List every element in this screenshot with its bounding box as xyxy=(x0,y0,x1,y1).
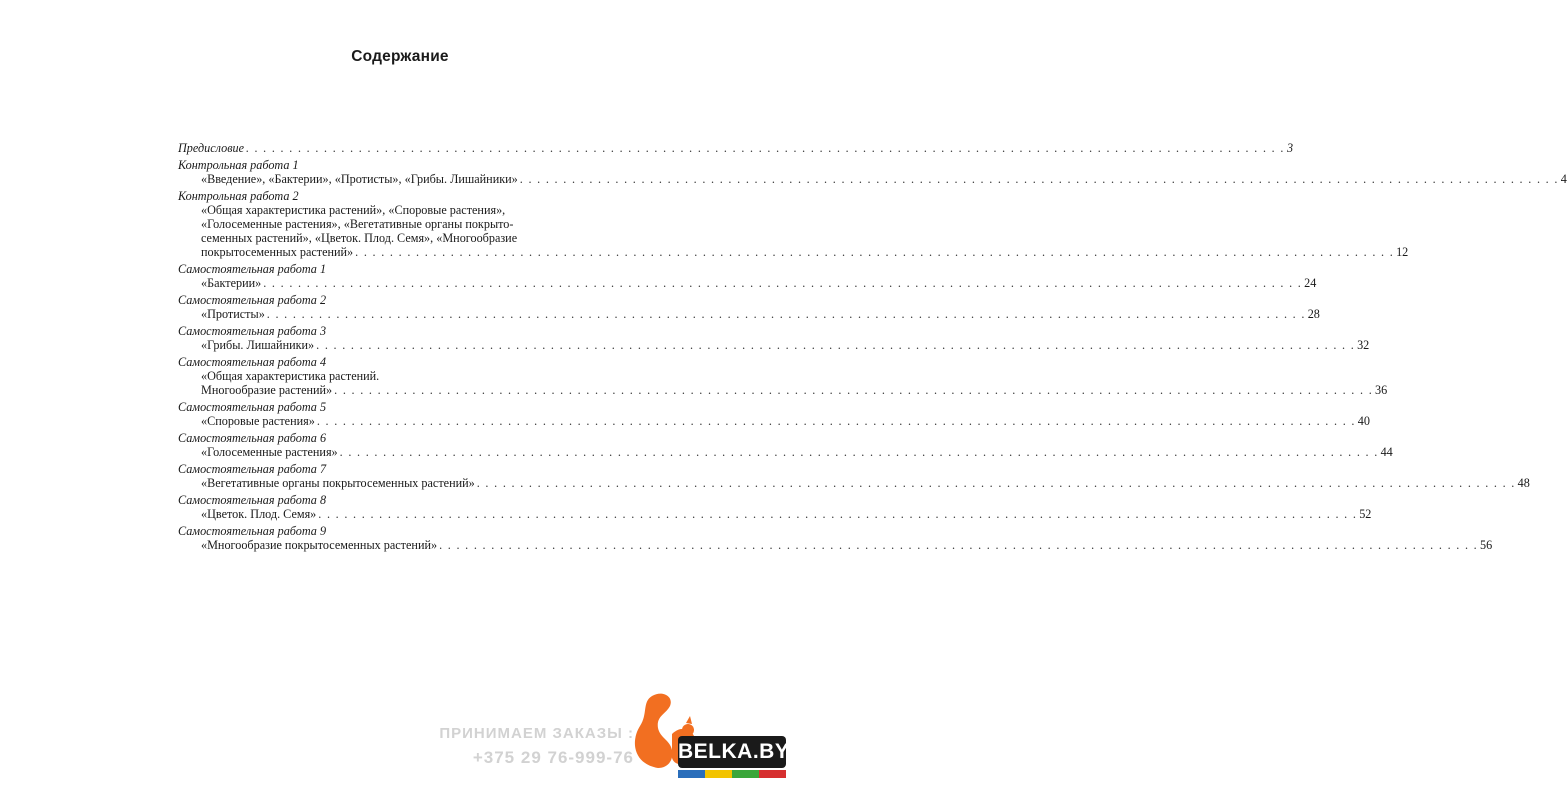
toc-item xyxy=(178,141,1294,155)
belka-logo xyxy=(628,690,788,790)
toc-line-with-page xyxy=(178,507,1372,521)
dot-leader: . . . . . . . . . . . . . . . . . . . . . . . . . . . . . . . . . . . . . . . . . . . . . . . . . . . . . . . . . . . . . . . . . . . . . . . . . . . . . . . . . . . . . . . . . . . . . . . . . . . . . . . . . . . . . . . . . . . . . . . . xyxy=(316,338,1356,352)
toc-heading: Самостоятельная работа 3 xyxy=(178,324,327,338)
toc-entry-text: Многообразие растений» xyxy=(201,383,333,397)
dot-leader: . . . . . . . . . . . . . . . . . . . . . . . . . . . . . . . . . . . . . . . . . . . . . . . . . . . . . . . . . . . . . . . . . . . . . . . . . . . . . . . . . . . . . . . . . . . . . . . . . . . . . . . . . . . . . . . . . . . . . . . . xyxy=(339,445,1379,459)
dot-leader: . . . . . . . . . . . . . . . . . . . . . . . . . . . . . . . . . . . . . . . . . . . . . . . . . . . . . . . . . . . . . . . . . . . . . . . . . . . . . . . . . . . . . . . . . . . . . . . . . . . . . . . . . . . . . . . . . . . . . . . . xyxy=(519,172,1559,186)
toc-line-with-page xyxy=(178,141,1294,155)
page-title: Содержание xyxy=(351,48,449,65)
toc-heading: Предисловие xyxy=(178,141,245,155)
dot-leader: . . . . . . . . . . . . . . . . . . . . . . . . . . . . . . . . . . . . . . . . . . . . . . . . . . . . . . . . . . . . . . . . . . . . . . . . . . . . . . . . . . . . . . . . . . . . . . . . . . . . . . . . . . . . . . . . . . . . . . . . xyxy=(334,383,1374,397)
toc-page-number: 12 xyxy=(1396,245,1409,259)
toc-heading: Самостоятельная работа 1 xyxy=(178,262,327,276)
toc-line-with-page xyxy=(178,383,1388,397)
toc-page-number: 32 xyxy=(1357,338,1370,352)
watermark-phone: +375 29 76-999-76 xyxy=(472,748,634,767)
toc-item xyxy=(178,293,1320,321)
toc-line-with-page xyxy=(178,307,1320,321)
dot-leader: . . . . . . . . . . . . . . . . . . . . . . . . . . . . . . . . . . . . . . . . . . . . . . . . . . . . . . . . . . . . . . . . . . . . . . . . . . . . . . . . . . . . . . . . . . . . . . . . . . . . . . . . . . . . . . . . . . . . . . . . xyxy=(439,538,1478,552)
toc-entry-text: «Голосеменные растения», «Вегетативные органы покрыто- xyxy=(201,217,514,231)
toc-entry-text: «Бактерии» xyxy=(201,276,262,290)
toc-heading: Самостоятельная работа 2 xyxy=(178,293,327,307)
toc-line-with-page xyxy=(178,245,1409,259)
toc-item xyxy=(178,262,1317,290)
toc-item xyxy=(178,400,1370,428)
toc-entry-text: «Споровые растения» xyxy=(201,414,315,428)
toc-entry-text: «Голосеменные растения» xyxy=(201,445,338,459)
toc-heading: Самостоятельная работа 6 xyxy=(178,431,327,445)
toc-line-with-page xyxy=(178,538,1493,552)
dot-leader: . . . . . . . . . . . . . . . . . . . . . . . . . . . . . . . . . . . . . . . . . . . . . . . . . . . . . . . . . . . . . . . . . . . . . . . . . . . . . . . . . . . . . . . . . . . . . . . . . . . . . . . . . . . . . . . . . . . . . . . . xyxy=(266,307,1306,321)
toc-item xyxy=(178,355,1388,397)
toc-page-number: 24 xyxy=(1304,276,1317,290)
toc-page-number: 52 xyxy=(1359,507,1372,521)
toc-heading: Самостоятельная работа 9 xyxy=(178,524,327,538)
toc-entry-text: «Грибы. Лишайники» xyxy=(201,338,315,352)
toc-entry-text: покрытосеменных растений» xyxy=(201,245,354,259)
toc-page-number: 44 xyxy=(1380,445,1393,459)
toc-item xyxy=(178,524,1493,552)
logo-badge: BELKA.BY xyxy=(678,736,786,768)
toc-line-with-page xyxy=(178,445,1393,459)
toc-page-number: 3 xyxy=(1286,141,1294,155)
toc-line-with-page xyxy=(178,276,1317,290)
toc-heading: Самостоятельная работа 7 xyxy=(178,462,327,476)
toc-entry-text: «Цветок. Плод. Семя» xyxy=(201,507,317,521)
toc-page-number: 28 xyxy=(1307,307,1320,321)
toc-line-with-page xyxy=(178,172,1567,186)
toc-line-with-page xyxy=(178,338,1370,352)
dot-leader: . . . . . . . . . . . . . . . . . . . . . . . . . . . . . . . . . . . . . . . . . . . . . . . . . . . . . . . . . . . . . . . . . . . . . . . . . . . . . . . . . . . . . . . . . . . . . . . . . . . . . . . . . . . . . . . . . . . . . . . . xyxy=(316,414,1356,428)
table-of-contents xyxy=(178,141,1567,555)
toc-page-number: 40 xyxy=(1357,414,1370,428)
toc-item xyxy=(178,324,1370,352)
toc-item xyxy=(178,493,1372,521)
toc-page-number: 56 xyxy=(1480,538,1493,552)
toc-page-number: 4 xyxy=(1560,172,1567,186)
toc-heading: Самостоятельная работа 8 xyxy=(178,493,327,507)
toc-entry-text: семенных растений», «Цветок. Плод. Семя», «Многообразие xyxy=(201,231,518,245)
logo-stripes xyxy=(678,770,786,778)
toc-entry-text: «Вегетативные органы покрытосеменных растений» xyxy=(201,476,475,490)
toc-entry-text: «Общая характеристика растений», «Споровые растения», xyxy=(201,203,506,217)
toc-entry-text: «Многообразие покрытосеменных растений» xyxy=(201,538,438,552)
dot-leader: . . . . . . . . . . . . . . . . . . . . . . . . . . . . . . . . . . . . . . . . . . . . . . . . . . . . . . . . . . . . . . . . . . . . . . . . . . . . . . . . . . . . . . . . . . . . . . . . . . . . . . . . . . . . . . . . . . . . . . . . xyxy=(318,507,1358,521)
dot-leader: . . . . . . . . . . . . . . . . . . . . . . . . . . . . . . . . . . . . . . . . . . . . . . . . . . . . . . . . . . . . . . . . . . . . . . . . . . . . . . . . . . . . . . . . . . . . . . . . . . . . . . . . . . . . . . . . . . . . . . . . xyxy=(355,245,1395,259)
toc-item xyxy=(178,158,1567,186)
toc-entry-text: «Общая характеристика растений. xyxy=(201,369,380,383)
toc-heading: Самостоятельная работа 5 xyxy=(178,400,327,414)
toc-item xyxy=(178,189,1409,259)
toc-line-with-page xyxy=(178,476,1530,490)
toc-heading: Контрольная работа 1 xyxy=(178,158,299,172)
toc-page-number: 48 xyxy=(1517,476,1530,490)
toc-heading: Контрольная работа 2 xyxy=(178,189,299,203)
toc-line-with-page xyxy=(178,414,1370,428)
dot-leader: . . . . . . . . . . . . . . . . . . . . . . . . . . . . . . . . . . . . . . . . . . . . . . . . . . . . . . . . . . . . . . . . . . . . . . . . . . . . . . . . . . . . . . . . . . . . . . . . . . . . . . . . . . . . . . . . . . . . . . . . xyxy=(476,476,1516,490)
toc-entry-text: «Введение», «Бактерии», «Протисты», «Грибы. Лишайники» xyxy=(201,172,518,186)
toc-entry-text: «Протисты» xyxy=(201,307,265,321)
watermark-order-text: ПРИНИМАЕМ ЗАКАЗЫ : xyxy=(439,725,634,742)
dot-leader: . . . . . . . . . . . . . . . . . . . . . . . . . . . . . . . . . . . . . . . . . . . . . . . . . . . . . . . . . . . . . . . . . . . . . . . . . . . . . . . . . . . . . . . . . . . . . . . . . . . . . . . . . . . . . . . . . . . . . . . . xyxy=(246,141,1285,155)
toc-heading: Самостоятельная работа 4 xyxy=(178,355,327,369)
toc-item xyxy=(178,462,1530,490)
dot-leader: . . . . . . . . . . . . . . . . . . . . . . . . . . . . . . . . . . . . . . . . . . . . . . . . . . . . . . . . . . . . . . . . . . . . . . . . . . . . . . . . . . . . . . . . . . . . . . . . . . . . . . . . . . . . . . . . . . . . . . . . xyxy=(263,276,1303,290)
toc-page-number: 36 xyxy=(1375,383,1388,397)
toc-item xyxy=(178,431,1393,459)
